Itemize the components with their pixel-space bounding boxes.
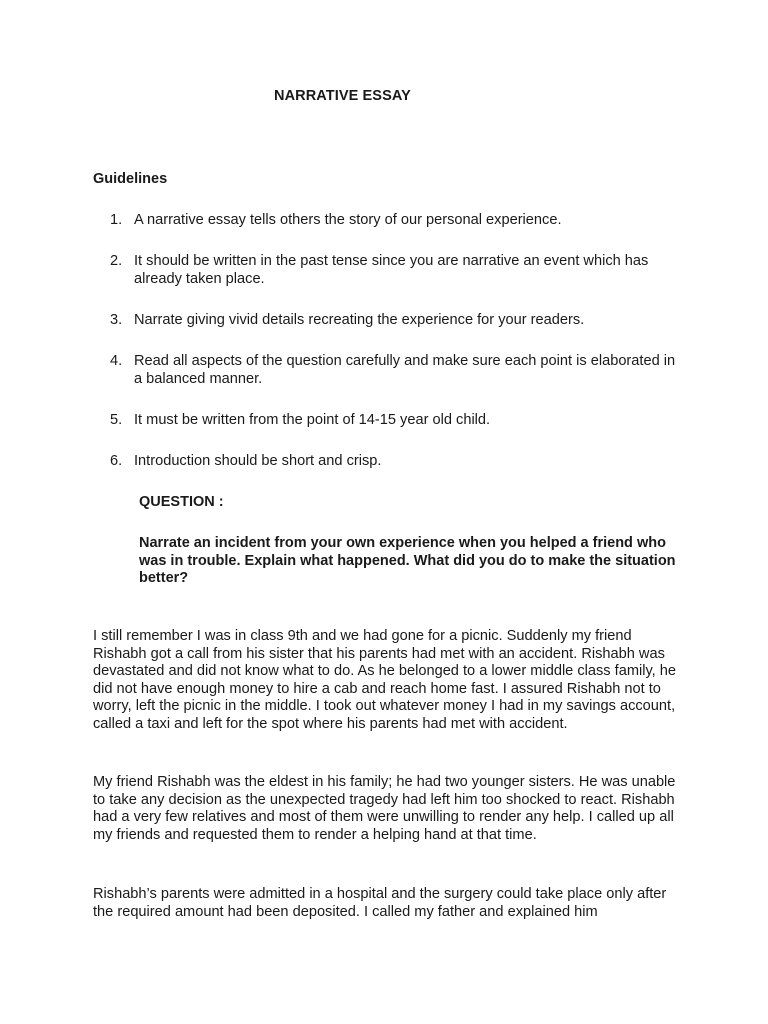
guideline-text: It should be written in the past tense since you are narrative an event which has already taken place.: [134, 253, 649, 287]
guideline-number: 3.: [110, 312, 123, 328]
guideline-text: It must be written from the point of 14-15 year old child.: [134, 412, 491, 428]
essay-paragraph: Rishabh’s parents were admitted in a hospital and the surgery could take place only after the required amount had been deposited. I called my father and explained him: [93, 886, 667, 920]
guidelines-heading: Guidelines: [93, 171, 168, 187]
guideline-item: [93, 252, 683, 288]
guideline-number: 6.: [110, 453, 123, 469]
guideline-text: Introduction should be short and crisp.: [134, 453, 382, 469]
guidelines-list: [93, 211, 683, 493]
document-title: NARRATIVE ESSAY: [274, 88, 411, 104]
guideline-number: 1.: [110, 212, 123, 228]
question-text: Narrate an incident from your own experience when you helped a friend who was in trouble. Explain what happened. What did you do to make the situation better?: [139, 535, 676, 586]
essay-paragraph: I still remember I was in class 9th and we had gone for a picnic. Suddenly my friend Rishabh got a call from his sister that his parents had met with an accident. Rishabh was devastated and did not know what to do. As he belonged to a lower middle class family, he did not have enough money to hire a cab and reach home fast. I assured Rishabh not to worry, left the picnic in the middle. I took out whatever money I had in my savings account, called a taxi and left for the spot where his parents had met with accident.: [93, 628, 677, 732]
guideline-item: [93, 411, 683, 429]
guideline-item: [93, 352, 683, 388]
guideline-item: [93, 211, 683, 229]
guideline-text: Read all aspects of the question carefully and make sure each point is elaborated in a balanced manner.: [134, 353, 676, 387]
question-label: QUESTION :: [139, 494, 224, 510]
guideline-number: 5.: [110, 412, 123, 428]
guideline-text: Narrate giving vivid details recreating the experience for your readers.: [134, 312, 585, 328]
guideline-item: [93, 452, 683, 470]
guideline-text: A narrative essay tells others the story of our personal experience.: [134, 212, 562, 228]
guideline-number: 4.: [110, 353, 123, 369]
guideline-item: [93, 311, 683, 329]
guideline-number: 2.: [110, 253, 123, 269]
essay-paragraph: My friend Rishabh was the eldest in his family; he had two younger sisters. He was unable to take any decision as the unexpected tragedy had left him too shocked to react. Rishabh had a very few relatives and most of them were unwilling to render any help. I called up all my friends and requested them to render a helping hand at that time.: [93, 774, 676, 843]
